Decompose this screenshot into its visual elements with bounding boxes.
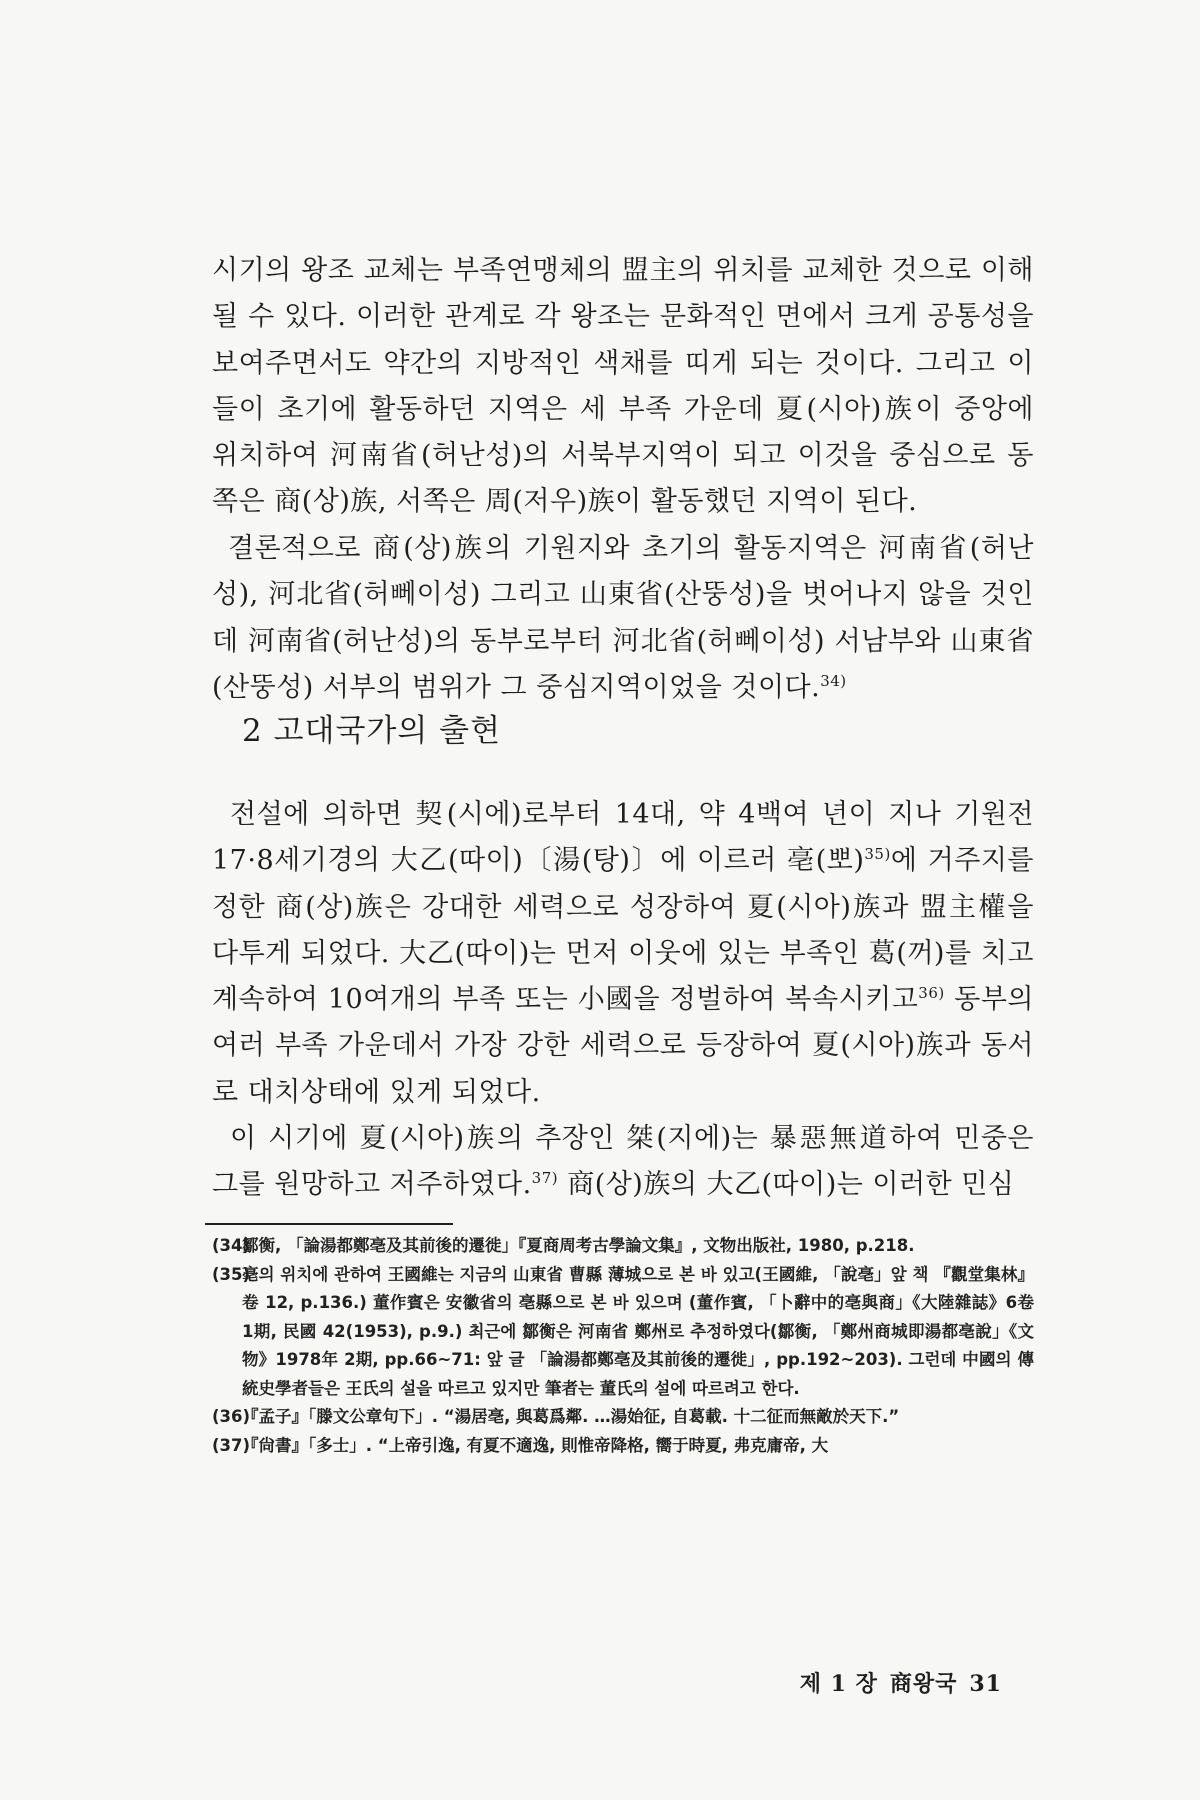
running-footer [788, 1667, 1002, 1698]
paragraph-3 [212, 792, 1034, 1116]
footnote-number: (36) [212, 1407, 251, 1426]
footnote-text: 鄒衡, 「論湯都鄭亳及其前後的遷徙」『夏商周考古學論文集』, 文物出版社, 1980, p.218. [242, 1236, 915, 1255]
footnote-34 [212, 1232, 1034, 1261]
page-number: 31 [969, 1671, 1002, 1697]
footnote-divider [205, 1223, 453, 1225]
footnote-text: 『孟子』「滕文公章句下」. “湯居亳, 與葛爲鄰. …湯始征, 自葛載. 十二征而無敵於天下.” [242, 1407, 900, 1426]
footnote-37 [212, 1432, 1034, 1461]
footnote-number: (35) [212, 1264, 251, 1284]
footnotes [212, 1232, 1034, 1460]
paragraph-2-text: 결론적으로 商(상)族의 기원지와 초기의 활동지역은 河南省(허난성), 河北省(허뻬이성) 그리고 山東省(산뚱성)을 벗어나지 않을 것인데 河南省(허난성)의 동부로부터 河北省(허뻬이성) 서남부와 山東省(산뚱성) 서부의 범위가 그 중심지역이었을 것이다. [212, 533, 1034, 703]
footnote-35 [212, 1261, 1034, 1404]
paragraph-4 [212, 1116, 1034, 1209]
chapter-label: 제 1 장 [799, 1671, 878, 1697]
chapter-title: 商왕국 [889, 1671, 958, 1697]
paragraph-3-text-c: 동부의 여러 부족 가운데서 가장 강한 세력으로 등장하여 夏(시아)族과 동서로 대치상태에 있게 되었다. [212, 984, 1034, 1108]
paragraph-1-text: 시기의 왕조 교체는 부족연맹체의 盟主의 위치를 교체한 것으로 이해될 수 있다. 이러한 관계로 각 왕조는 문화적인 면에서 크게 공통성을 보여주면서도 약간의 지방적인 색채를 띠게 되는 것이다. 그리고 이들이 초기에 활동하던 지역은 세 부족 가운데 夏(시아)族이 중앙에 위치하여 河南省(허난성)의 서북부지역이 되고 이것을 중심으로 동쪽은 商(상)族, 서쪽은 周(저우)族이 활동했던 지역이 된다. [212, 255, 1034, 518]
footnote-number: (34) [212, 1236, 251, 1255]
paragraph-4-text-b: 商(상)族의 大乙(따이)는 이러한 민심 [558, 1169, 1015, 1201]
footnote-36 [212, 1403, 1034, 1432]
footnote-text: 亳의 위치에 관하여 王國維는 지금의 山東省 曹縣 薄城으로 본 바 있고(王國維, 「說亳」앞 책 『觀堂集林』卷 12, p.136.) 董作賓은 安徽省의 亳縣으로 본 바 있으며 (董作賓, 「卜辭中的亳與商」《大陸雜誌》6卷 1期, 民國 42(1953), p.9.) 최근에 鄒衡은 河南省 鄭州로 추정하였다(鄒衡, 「鄭州商城即湯都亳說」《文物》1978年 2期, pp.66~71: 앞 글 「論湯都鄭亳及其前後的遷徙」, pp.192~203). 그런데 中國의 傳統史學者들은 王氏의 설을 따르고 있지만 筆者는 董氏의 설에 따르려고 한다. [242, 1264, 1034, 1398]
paragraph-1 [212, 248, 1034, 526]
footnote-ref-34[interactable]: 34) [820, 671, 847, 690]
footnote-ref-35[interactable]: 35) [864, 845, 891, 864]
footnote-number: (37) [212, 1435, 251, 1455]
paragraph-2 [212, 526, 1034, 711]
paragraph-4-text-a: 이 시기에 夏(시아)族의 추장인 桀(지에)는 暴惡無道하여 민중은 그를 원망하고 저주하였다. [212, 1123, 1034, 1201]
footnote-text: 『尙書』「多士」. “上帝引逸, 有夏不適逸, 則惟帝降格, 嚮于時夏, 弗克庸帝, 大 [242, 1435, 829, 1455]
footnote-ref-36[interactable]: 36) [918, 984, 945, 1003]
paragraph-3-text-b: 에 거주지를 정한 商(상)族은 강대한 세력으로 성장하여 夏(시아)族과 盟主權을 다투게 되었다. 大乙(따이)는 먼저 이웃에 있는 부족인 葛(꺼)를 치고 계속하여 10여개의 부족 또는 小國을 정벌하여 복속시키고 [212, 845, 1034, 1016]
paragraph-3-text-a: 전설에 의하면 契(시에)로부터 14대, 약 4백여 년이 지나 기원전 17·8세기경의 大乙(따이)〔湯(탕)〕에 이르러 亳(뽀) [212, 799, 1034, 877]
footnote-ref-37[interactable]: 37) [531, 1169, 559, 1188]
section-heading: 2 고대국가의 출현 [242, 713, 502, 749]
